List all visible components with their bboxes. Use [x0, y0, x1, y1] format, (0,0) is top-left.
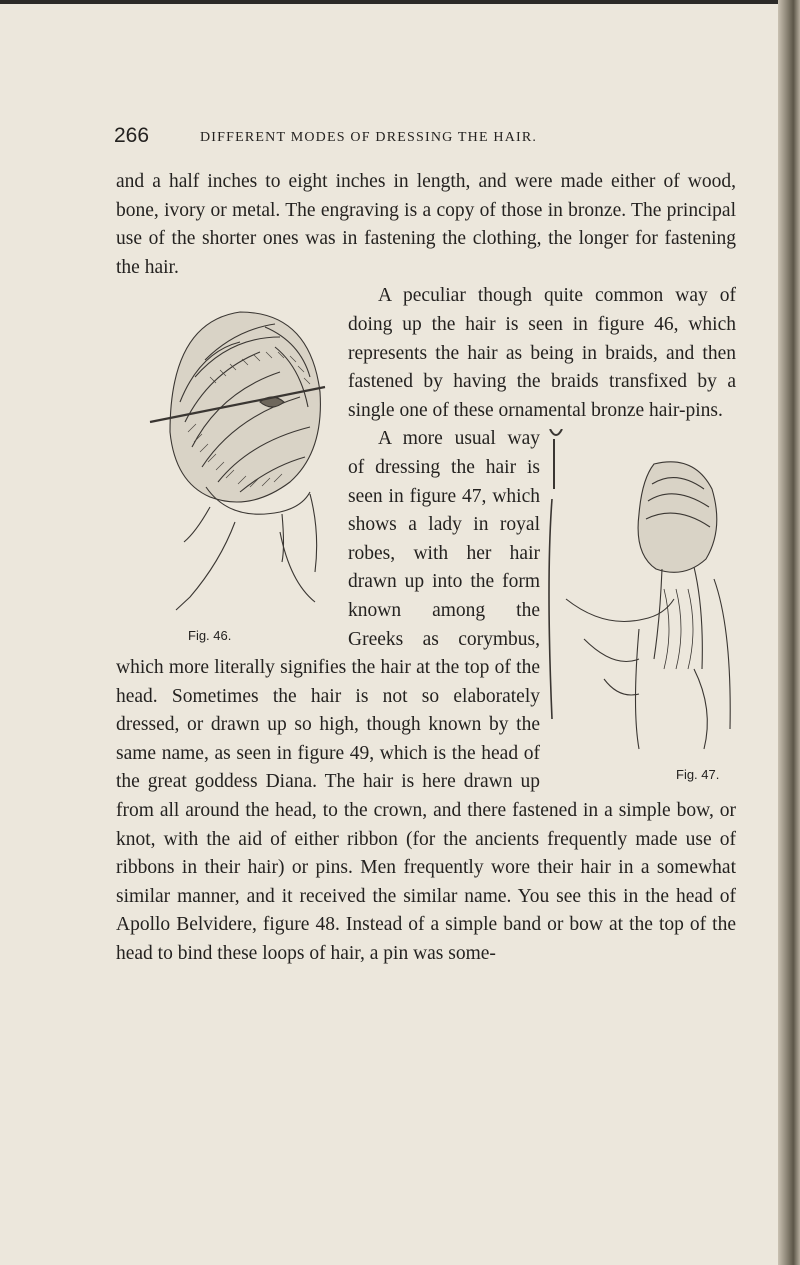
figure-47-caption: Fig. 47.	[676, 767, 720, 783]
book-page-edges	[778, 0, 800, 1265]
diana-head-illustration	[544, 429, 742, 794]
paragraph-1: and a half inches to eight inches in length, and were made either of wood, bone, ivory or metal. The engraving is a copy of those in bronze. The principal use of the shorter ones was in fastening the clothing, the longer for fastening the hair.	[116, 171, 736, 278]
body-text	[116, 168, 736, 969]
page-number: 266	[114, 124, 150, 147]
paragraph-3: A more usual way of dressing the hair is seen in figure 47, which shows a lady in royal robes, with her hair drawn up into the form known among the Greeks as corymbus, which more literally signifies the hair at the top of the head. Sometimes the hair is not so elaborately dressed, or drawn up so high, though known by the same name, as seen in figure 49, which is the head of the great goddess Diana. The hair is here drawn up from all around the head, to the crown, and there fastened in a simple bow, or knot, with the aid of either ribbon (for the ancients frequently made use of ribbons in their hair) or pins. Men frequently wore their hair in a somewhat similar manner, and it received the similar name. You see this in the head of Apollo Belvidere, figure 48. Instead of a simple band or bow at the top of the head to bind these loops of hair, a pin was some-	[116, 428, 736, 965]
braided-hair-illustration	[110, 282, 342, 642]
figure-46-caption: Fig. 46.	[188, 628, 232, 644]
running-head-title: DIFFERENT MODES OF DRESSING THE HAIR.	[200, 130, 538, 145]
figure-47	[544, 429, 742, 794]
running-head	[114, 124, 654, 154]
figure-46	[110, 282, 342, 642]
paragraph-2: A peculiar though quite common way of doing up the hair is seen in figure 46, which represents the hair as being in braids, and then fastened by having the braids transfixed by a single one of these ornamental bronze hair-pins.	[348, 285, 736, 421]
